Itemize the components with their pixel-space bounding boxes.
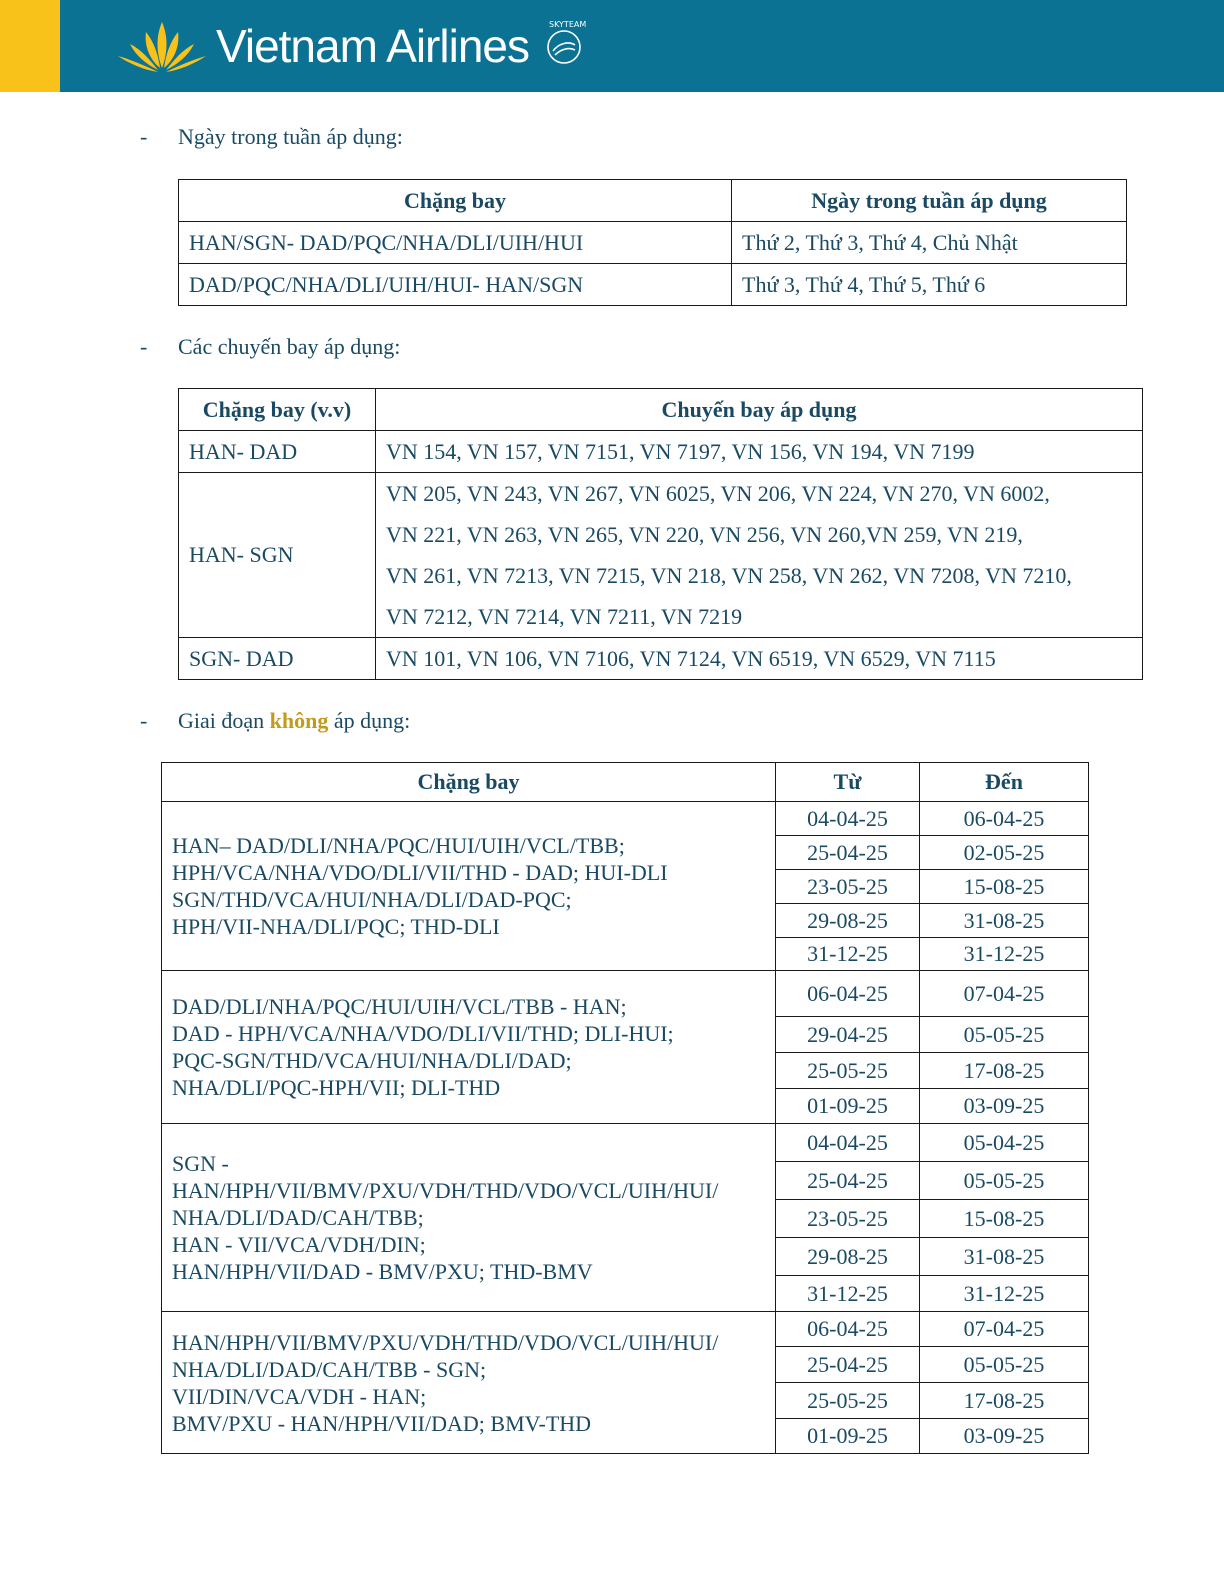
- lotus-icon: [116, 16, 208, 76]
- route-line: BMV/PXU - HAN/HPH/VII/DAD; BMV-THD: [172, 1410, 592, 1436]
- table-row: [179, 264, 1127, 306]
- route-cell: SGN- DAD: [179, 638, 376, 680]
- weekdays-cell: Thứ 2, Thứ 3, Thứ 4, Chủ Nhật: [732, 222, 1127, 264]
- label-text: Giai đoạn: [178, 708, 265, 733]
- route-group-cell: [162, 1312, 776, 1454]
- section3-label: [178, 708, 410, 734]
- to-date-cell: 03-09-25: [920, 1419, 1089, 1454]
- route-line: DAD - HPH/VCA/NHA/VDO/DLI/VII/THD; DLI-HUI;: [172, 1021, 674, 1046]
- brand-logo: [116, 8, 593, 84]
- section2-label: Các chuyến bay áp dụng:: [178, 334, 401, 359]
- bullet-dash: -: [140, 708, 148, 733]
- column-header: Đến: [920, 763, 1089, 802]
- skyteam-logo-icon: [535, 17, 593, 75]
- flight-line: VN 154, VN 157, VN 7151, VN 7197, VN 156, VN 194, VN 7199: [386, 438, 975, 464]
- from-date-cell: 29-08-25: [776, 1238, 920, 1276]
- flight-line: VN 7212, VN 7214, VN 7211, VN 7219: [386, 604, 743, 629]
- flights-table: [178, 388, 1143, 680]
- flight-list-cell: [376, 638, 1143, 680]
- table-row: [179, 222, 1127, 264]
- table-header-row: [179, 180, 1127, 222]
- section1-heading: [140, 124, 403, 150]
- route-line: HAN/HPH/VII/DAD - BMV/PXU; THD-BMV: [172, 1259, 593, 1284]
- route-cell: HAN- SGN: [179, 473, 376, 638]
- route-line: VII/DIN/VCA/VDH - HAN;: [172, 1383, 427, 1409]
- route-line: SGN -: [172, 1151, 229, 1176]
- from-date-cell: 25-04-25: [776, 1347, 920, 1383]
- from-date-cell: 25-04-25: [776, 1162, 920, 1200]
- from-date-cell: 06-04-25: [776, 971, 920, 1017]
- table-header-row: [162, 763, 1089, 802]
- section2-heading: [140, 334, 400, 360]
- column-header: Chặng bay (v.v): [179, 389, 376, 431]
- from-date-cell: 31-12-25: [776, 938, 920, 971]
- table-row: [179, 473, 1143, 638]
- route-line: DAD/DLI/NHA/PQC/HUI/UIH/VCL/TBB - HAN;: [172, 994, 627, 1019]
- from-date-cell: 04-04-25: [776, 1124, 920, 1162]
- table-row: [162, 802, 1089, 836]
- to-date-cell: 31-12-25: [920, 1276, 1089, 1312]
- to-date-cell: 05-05-25: [920, 1347, 1089, 1383]
- route-cell: DAD/PQC/NHA/DLI/UIH/HUI- HAN/SGN: [179, 264, 732, 306]
- to-date-cell: 07-04-25: [920, 971, 1089, 1017]
- flight-list-cell: [376, 473, 1143, 638]
- to-date-cell: 05-04-25: [920, 1124, 1089, 1162]
- to-date-cell: 06-04-25: [920, 802, 1089, 836]
- route-line: HAN/HPH/VII/BMV/PXU/VDH/THD/VDO/VCL/UIH/HUI/: [172, 1178, 719, 1203]
- from-date-cell: 01-09-25: [776, 1089, 920, 1124]
- from-date-cell: 31-12-25: [776, 1276, 920, 1312]
- table-row: [162, 1312, 1089, 1347]
- blackout-table: [161, 762, 1089, 1454]
- from-date-cell: 04-04-25: [776, 802, 920, 836]
- section1-label: Ngày trong tuần áp dụng:: [178, 124, 403, 149]
- route-line: HAN– DAD/DLI/NHA/PQC/HUI/UIH/VCL/TBB;: [172, 833, 625, 858]
- route-line: SGN/THD/VCA/HUI/NHA/DLI/DAD-PQC;: [172, 887, 572, 912]
- flight-line: VN 261, VN 7213, VN 7215, VN 218, VN 258, VN 262, VN 7208, VN 7210,: [386, 563, 1072, 588]
- flight-line: VN 205, VN 243, VN 267, VN 6025, VN 206, VN 224, VN 270, VN 6002,: [386, 481, 1050, 506]
- route-line: HAN/HPH/VII/BMV/PXU/VDH/THD/VDO/VCL/UIH/HUI/: [172, 1329, 719, 1355]
- route-line: NHA/DLI/DAD/CAH/TBB;: [172, 1205, 424, 1230]
- to-date-cell: 05-05-25: [920, 1162, 1089, 1200]
- to-date-cell: 15-08-25: [920, 870, 1089, 904]
- route-group-cell: [162, 971, 776, 1124]
- to-date-cell: 31-08-25: [920, 1238, 1089, 1276]
- column-header: Từ: [776, 763, 920, 802]
- column-header: Chặng bay: [179, 180, 732, 222]
- route-line: PQC-SGN/THD/VCA/HUI/NHA/DLI/DAD;: [172, 1048, 572, 1073]
- weekdays-cell: Thứ 3, Thứ 4, Thứ 5, Thứ 6: [732, 264, 1127, 306]
- brand-accent-strip: [0, 0, 60, 92]
- from-date-cell: 25-05-25: [776, 1053, 920, 1089]
- from-date-cell: 29-08-25: [776, 904, 920, 938]
- route-cell: HAN/SGN- DAD/PQC/NHA/DLI/UIH/HUI: [179, 222, 732, 264]
- to-date-cell: 17-08-25: [920, 1383, 1089, 1419]
- table-header-row: [179, 389, 1143, 431]
- to-date-cell: 15-08-25: [920, 1200, 1089, 1238]
- label-text: áp dụng:: [333, 708, 411, 733]
- table-row: [179, 431, 1143, 473]
- route-group-cell: [162, 802, 776, 971]
- to-date-cell: 02-05-25: [920, 836, 1089, 870]
- route-group-cell: [162, 1124, 776, 1312]
- to-date-cell: 31-08-25: [920, 904, 1089, 938]
- route-cell: HAN- DAD: [179, 431, 376, 473]
- table-row: [162, 971, 1089, 1017]
- brand-name: Vietnam Airlines: [216, 20, 529, 72]
- flight-line: VN 221, VN 263, VN 265, VN 220, VN 256, VN 260,VN 259, VN 219,: [386, 522, 1023, 547]
- to-date-cell: 05-05-25: [920, 1017, 1089, 1053]
- column-header: Ngày trong tuần áp dụng: [732, 180, 1127, 222]
- bullet-dash: -: [140, 124, 148, 149]
- route-line: HPH/VII-NHA/DLI/PQC; THD-DLI: [172, 914, 500, 939]
- from-date-cell: 23-05-25: [776, 870, 920, 904]
- from-date-cell: 06-04-25: [776, 1312, 920, 1347]
- from-date-cell: 23-05-25: [776, 1200, 920, 1238]
- to-date-cell: 03-09-25: [920, 1089, 1089, 1124]
- weekday-table: [178, 179, 1127, 306]
- to-date-cell: 17-08-25: [920, 1053, 1089, 1089]
- from-date-cell: 01-09-25: [776, 1419, 920, 1454]
- table-row: [179, 638, 1143, 680]
- from-date-cell: 25-04-25: [776, 836, 920, 870]
- bullet-dash: -: [140, 334, 148, 359]
- from-date-cell: 25-05-25: [776, 1383, 920, 1419]
- column-header: Chuyến bay áp dụng: [376, 389, 1143, 431]
- skyteam-wordmark: SKYTEAM: [549, 20, 587, 29]
- brand-header: [0, 0, 1224, 92]
- flight-line: VN 101, VN 106, VN 7106, VN 7124, VN 6519, VN 6529, VN 7115: [386, 645, 996, 671]
- route-line: HAN - VII/VCA/VDH/DIN;: [172, 1232, 426, 1257]
- to-date-cell: 31-12-25: [920, 938, 1089, 971]
- column-header: Chặng bay: [162, 763, 776, 802]
- table-row: [162, 1124, 1089, 1162]
- route-line: HPH/VCA/NHA/VDO/DLI/VII/THD - DAD; HUI-DLI: [172, 860, 668, 885]
- route-line: NHA/DLI/DAD/CAH/TBB - SGN;: [172, 1356, 487, 1382]
- to-date-cell: 07-04-25: [920, 1312, 1089, 1347]
- label-keyword: không: [269, 708, 329, 733]
- section3-heading: [140, 708, 410, 734]
- from-date-cell: 29-04-25: [776, 1017, 920, 1053]
- route-line: NHA/DLI/PQC-HPH/VII; DLI-THD: [172, 1075, 501, 1100]
- flight-list-cell: [376, 431, 1143, 473]
